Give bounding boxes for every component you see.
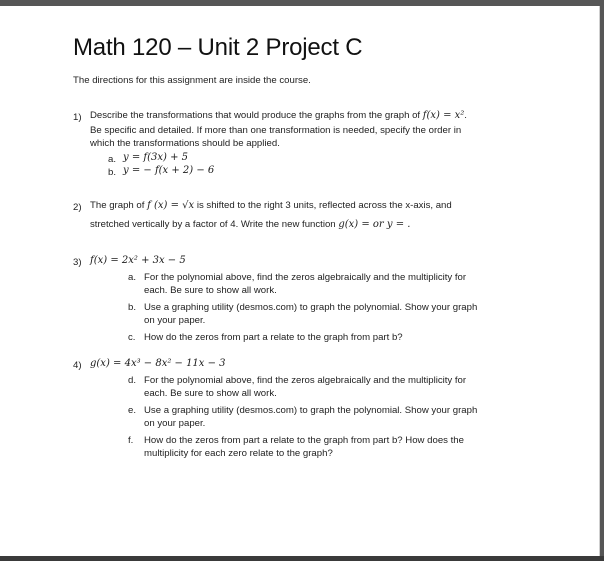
question-1-text: Describe the transformations that would produce the graphs from the graph of xyxy=(90,110,423,121)
question-4-part-text-f-line-1: How do the zeros from part a relate to the graph from part b? How does the xyxy=(144,435,464,446)
bottom-edge xyxy=(0,556,604,561)
question-2-text-c: stretched vertically by a factor of 4. Write the new function xyxy=(90,219,339,230)
question-1-parent-function xyxy=(423,110,465,121)
question-4-part-label-f: f. xyxy=(128,435,134,446)
page-title: Math 120 – Unit 2 Project C xyxy=(73,34,363,61)
question-2-sqrt-function: f (x) = √x xyxy=(147,200,195,211)
question-2-text-a: The graph of xyxy=(90,200,148,211)
question-4-number: 4) xyxy=(73,360,82,371)
question-2-number: 2) xyxy=(73,202,82,213)
question-3-part-text-b-line-2: on your paper. xyxy=(144,315,206,326)
question-1b-equation: y = − f(x + 2) − 6 xyxy=(123,165,215,176)
question-3-part-label-b: b. xyxy=(128,302,137,313)
question-2-line-1 xyxy=(90,199,452,212)
question-4-part-label-d: d. xyxy=(128,375,137,386)
question-3-function: f(x) = 2x² + 3x − 5 xyxy=(90,255,186,266)
question-4-function: g(x) = 4x³ − 8x² − 11x − 3 xyxy=(90,358,226,369)
question-1-line-3: which the transformations should be applied. xyxy=(90,138,280,149)
question-1-number: 1) xyxy=(73,112,82,123)
question-3-part-text-a-line-2: each. Be sure to show all work. xyxy=(144,285,277,296)
question-3-part-text-b-line-1: Use a graphing utility (desmos.com) to graph the polynomial. Show your graph xyxy=(144,302,478,313)
question-3-part-label-a: a. xyxy=(128,272,137,283)
question-1-parent-function-text: f(x) = x² xyxy=(422,110,465,121)
document-page xyxy=(0,6,600,556)
question-1a-label: a. xyxy=(108,154,117,165)
question-2-text-b: is shifted to the right 3 units, reflected across the x-axis, and xyxy=(194,200,452,211)
question-3-number: 3) xyxy=(73,257,82,268)
question-1-line-2: Be specific and detailed. If more than one transformation is needed, specify the order in xyxy=(90,125,462,136)
question-2-line-2 xyxy=(90,218,410,231)
question-2-new-function: g(x) = or y = . xyxy=(338,219,411,230)
question-3-part-text-a-line-1: For the polynomial above, find the zeros algebraically and the multiplicity for xyxy=(144,272,467,283)
question-4-part-text-d-line-1: For the polynomial above, find the zeros algebraically and the multiplicity for xyxy=(144,375,467,386)
question-3-part-label-c: c. xyxy=(128,332,136,343)
question-4-part-text-d-line-2: each. Be sure to show all work. xyxy=(144,388,277,399)
directions-text: The directions for this assignment are inside the course. xyxy=(73,75,311,86)
question-1-line-1 xyxy=(90,109,467,122)
question-1b-label: b. xyxy=(108,167,117,178)
question-4-part-label-e: e. xyxy=(128,405,137,416)
question-1a-equation: y = f(3x) + 5 xyxy=(123,152,188,163)
question-4-part-text-f-line-2: multiplicity for each zero relate to the graph? xyxy=(144,448,333,459)
question-1-period: . xyxy=(464,110,467,121)
question-3-part-text-c-line-1: How do the zeros from part a relate to the graph from part b? xyxy=(144,332,403,343)
question-4-part-text-e-line-1: Use a graphing utility (desmos.com) to graph the polynomial. Show your graph xyxy=(144,405,478,416)
question-4-part-text-e-line-2: on your paper. xyxy=(144,418,206,429)
